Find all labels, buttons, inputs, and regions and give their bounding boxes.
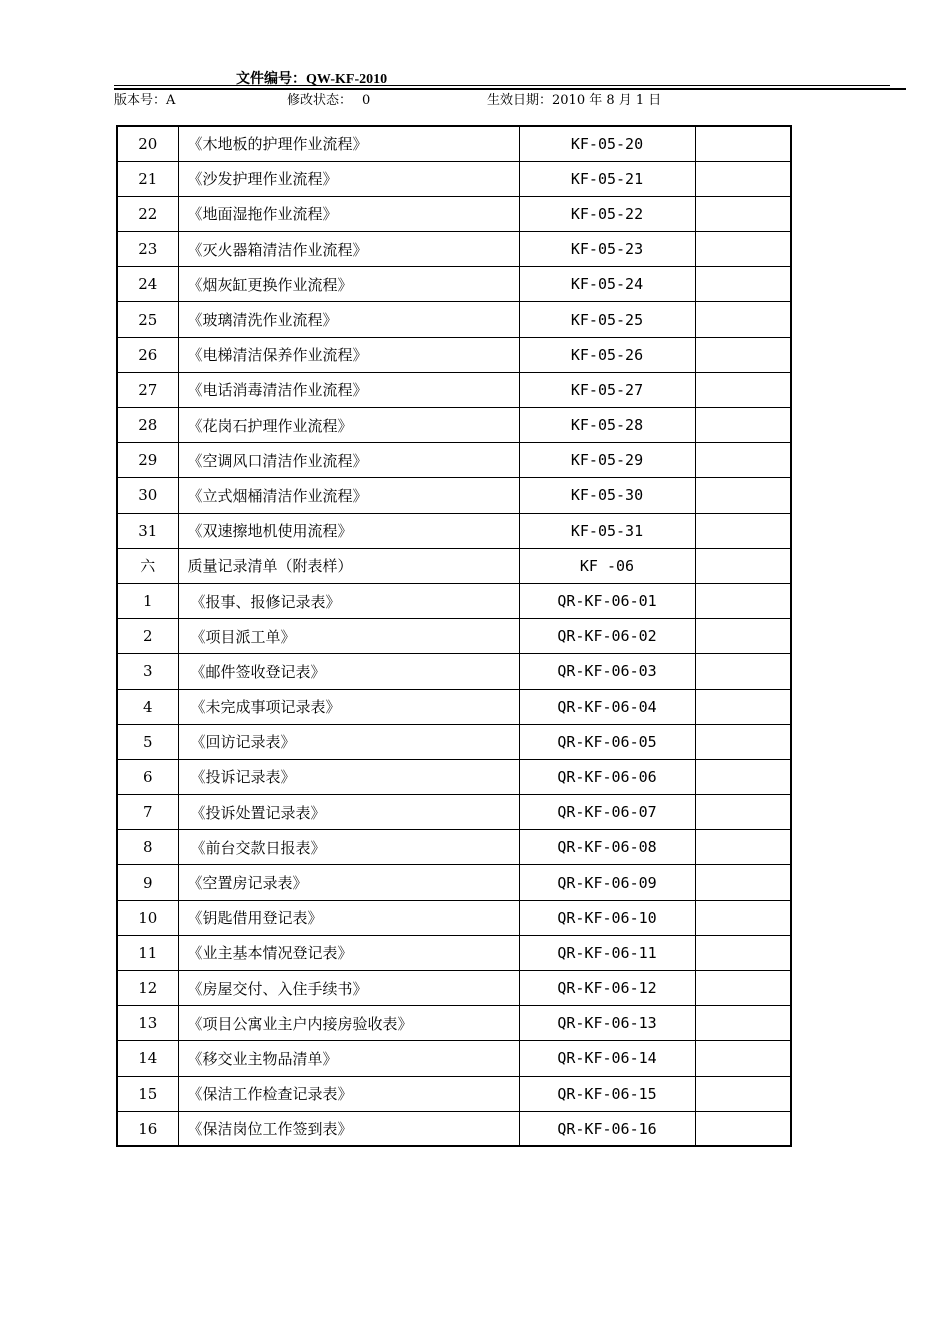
effective-date: 生效日期：2010 年 8 月 1 日 (487, 93, 662, 108)
row-number: 10 (117, 900, 178, 935)
document-code: QR-KF-06-07 (519, 795, 695, 830)
row-number: 24 (117, 267, 178, 302)
table-row (117, 865, 791, 900)
remarks-cell (695, 689, 791, 724)
document-code: KF -06 (519, 548, 695, 583)
row-number: 30 (117, 478, 178, 513)
document-code: QR-KF-06-01 (519, 583, 695, 618)
row-number: 15 (117, 1076, 178, 1111)
document-title: 《业主基本情况登记表》 (178, 935, 519, 970)
document-code: KF-05-20 (519, 126, 695, 161)
row-number: 3 (117, 654, 178, 689)
remarks-cell (695, 372, 791, 407)
table-row (117, 1006, 791, 1041)
row-number: 16 (117, 1111, 178, 1146)
status-info (287, 89, 370, 108)
row-number: 28 (117, 408, 178, 443)
document-list-table (116, 125, 792, 1147)
remarks-cell (695, 619, 791, 654)
document-code: KF-05-25 (519, 302, 695, 337)
document-code: KF-05-28 (519, 408, 695, 443)
document-code: QR-KF-06-11 (519, 935, 695, 970)
document-title: 《玻璃清洗作业流程》 (178, 302, 519, 337)
document-title: 《立式烟桶清洁作业流程》 (178, 478, 519, 513)
remarks-cell (695, 795, 791, 830)
document-title: 《项目公寓业主户内接房验收表》 (178, 1006, 519, 1041)
table-row (117, 619, 791, 654)
table-row (117, 196, 791, 231)
document-number: 文件编号：QW-KF-2010 (236, 72, 388, 87)
remarks-cell (695, 1111, 791, 1146)
document-title: 《电话消毒清洁作业流程》 (178, 372, 519, 407)
remarks-cell (695, 971, 791, 1006)
version-value: A (166, 93, 176, 108)
document-code: QR-KF-06-13 (519, 1006, 695, 1041)
remarks-cell (695, 337, 791, 372)
document-title: 《保洁岗位工作签到表》 (178, 1111, 519, 1146)
document-code: KF-05-31 (519, 513, 695, 548)
status-value: 0 (362, 93, 371, 108)
row-number: 23 (117, 232, 178, 267)
remarks-cell (695, 302, 791, 337)
table-row (117, 830, 791, 865)
document-title: 《空置房记录表》 (178, 865, 519, 900)
table-row (117, 689, 791, 724)
document-code: QR-KF-06-10 (519, 900, 695, 935)
document-code: QR-KF-06-14 (519, 1041, 695, 1076)
table-row (117, 1041, 791, 1076)
document-title: 《保洁工作检查记录表》 (178, 1076, 519, 1111)
table-row (117, 935, 791, 970)
document-title: 《地面湿拖作业流程》 (178, 196, 519, 231)
document-title: 《移交业主物品清单》 (178, 1041, 519, 1076)
remarks-cell (695, 232, 791, 267)
remarks-cell (695, 935, 791, 970)
table-row (117, 548, 791, 583)
row-number: 20 (117, 126, 178, 161)
document-title: 《烟灰缸更换作业流程》 (178, 267, 519, 302)
row-number: 14 (117, 1041, 178, 1076)
document-title: 《邮件签收登记表》 (178, 654, 519, 689)
table-row (117, 900, 791, 935)
table-row (117, 372, 791, 407)
row-number: 6 (117, 759, 178, 794)
row-number: 27 (117, 372, 178, 407)
document-code: QR-KF-06-12 (519, 971, 695, 1006)
document-code: KF-05-26 (519, 337, 695, 372)
document-code: KF-05-23 (519, 232, 695, 267)
row-number: 29 (117, 443, 178, 478)
table-row (117, 759, 791, 794)
row-number: 31 (117, 513, 178, 548)
table-row (117, 971, 791, 1006)
table-row (117, 1111, 791, 1146)
remarks-cell (695, 513, 791, 548)
document-title: 《未完成事项记录表》 (178, 689, 519, 724)
document-title: 《前台交款日报表》 (178, 830, 519, 865)
remarks-cell (695, 196, 791, 231)
row-number: 2 (117, 619, 178, 654)
document-title: 《空调风口清洁作业流程》 (178, 443, 519, 478)
table-row (117, 724, 791, 759)
document-title: 《投诉处置记录表》 (178, 795, 519, 830)
remarks-cell (695, 126, 791, 161)
version-label: 版本号： (114, 93, 167, 108)
document-title: 《投诉记录表》 (178, 759, 519, 794)
document-code: KF-05-21 (519, 161, 695, 196)
remarks-cell (695, 583, 791, 618)
remarks-cell (695, 1006, 791, 1041)
document-code: QR-KF-06-05 (519, 724, 695, 759)
document-code: KF-05-29 (519, 443, 695, 478)
document-code: QR-KF-06-02 (519, 619, 695, 654)
row-number: 六 (117, 548, 178, 583)
document-code: KF-05-22 (519, 196, 695, 231)
remarks-cell (695, 830, 791, 865)
version-info (114, 89, 175, 108)
table-row (117, 267, 791, 302)
row-number: 9 (117, 865, 178, 900)
document-title: 《花岗石护理作业流程》 (178, 408, 519, 443)
table-row (117, 232, 791, 267)
remarks-cell (695, 654, 791, 689)
remarks-cell (695, 759, 791, 794)
document-title: 《房屋交付、入住手续书》 (178, 971, 519, 1006)
table-row (117, 126, 791, 161)
document-code: QR-KF-06-08 (519, 830, 695, 865)
table-row (117, 408, 791, 443)
row-number: 5 (117, 724, 178, 759)
table-row (117, 337, 791, 372)
remarks-cell (695, 724, 791, 759)
remarks-cell (695, 408, 791, 443)
header-rule-thin (114, 85, 890, 86)
row-number: 8 (117, 830, 178, 865)
document-title: 质量记录清单（附表样） (178, 548, 519, 583)
table-row (117, 654, 791, 689)
document-title: 《灭火器箱清洁作业流程》 (178, 232, 519, 267)
document-code: KF-05-30 (519, 478, 695, 513)
table-row (117, 443, 791, 478)
remarks-cell (695, 478, 791, 513)
row-number: 26 (117, 337, 178, 372)
remarks-cell (695, 267, 791, 302)
document-title: 《项目派工单》 (178, 619, 519, 654)
table-row (117, 583, 791, 618)
document-title: 《沙发护理作业流程》 (178, 161, 519, 196)
table-row (117, 302, 791, 337)
row-number: 1 (117, 583, 178, 618)
remarks-cell (695, 443, 791, 478)
document-code: QR-KF-06-04 (519, 689, 695, 724)
remarks-cell (695, 161, 791, 196)
table-row (117, 795, 791, 830)
row-number: 12 (117, 971, 178, 1006)
document-title: 《报事、报修记录表》 (178, 583, 519, 618)
document-code: QR-KF-06-16 (519, 1111, 695, 1146)
status-label: 修改状态： (287, 93, 353, 108)
row-number: 25 (117, 302, 178, 337)
document-title: 《木地板的护理作业流程》 (178, 126, 519, 161)
document-code: QR-KF-06-15 (519, 1076, 695, 1111)
row-number: 13 (117, 1006, 178, 1041)
remarks-cell (695, 1076, 791, 1111)
row-number: 21 (117, 161, 178, 196)
document-code: KF-05-24 (519, 267, 695, 302)
document-list-body (117, 126, 791, 1146)
table-row (117, 161, 791, 196)
document-title: 《钥匙借用登记表》 (178, 900, 519, 935)
row-number: 22 (117, 196, 178, 231)
document-title: 《电梯清洁保养作业流程》 (178, 337, 519, 372)
remarks-cell (695, 865, 791, 900)
remarks-cell (695, 900, 791, 935)
row-number: 4 (117, 689, 178, 724)
document-code: QR-KF-06-09 (519, 865, 695, 900)
remarks-cell (695, 1041, 791, 1076)
document-title: 《回访记录表》 (178, 724, 519, 759)
row-number: 11 (117, 935, 178, 970)
document-title: 《双速擦地机使用流程》 (178, 513, 519, 548)
table-row (117, 1076, 791, 1111)
document-code: QR-KF-06-03 (519, 654, 695, 689)
row-number: 7 (117, 795, 178, 830)
document-code: QR-KF-06-06 (519, 759, 695, 794)
table-row (117, 513, 791, 548)
table-row (117, 478, 791, 513)
remarks-cell (695, 548, 791, 583)
document-code: KF-05-27 (519, 372, 695, 407)
